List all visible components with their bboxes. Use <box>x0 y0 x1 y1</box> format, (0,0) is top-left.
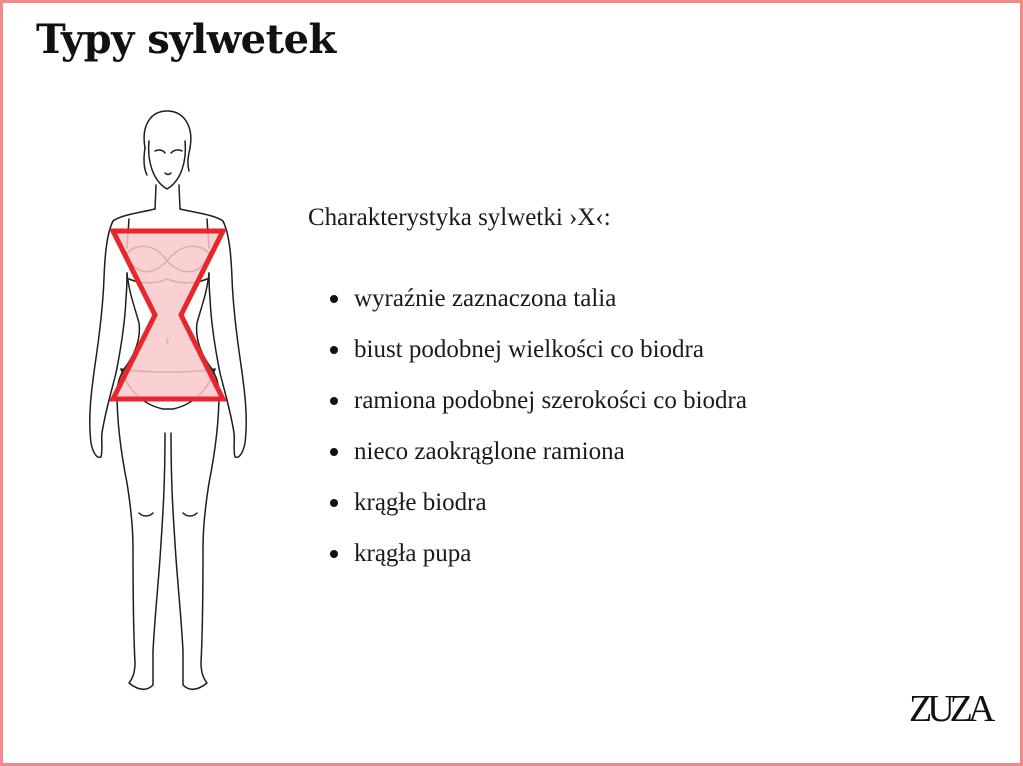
list-item <box>329 434 747 485</box>
left-leg-outline <box>117 393 165 689</box>
bullet-icon <box>330 295 338 303</box>
trait-text: wyraźnie zaznaczona talia <box>354 285 617 312</box>
face-outline <box>149 141 186 189</box>
trait-text: krągłe biodra <box>354 489 487 516</box>
bullet-icon <box>330 550 338 558</box>
trait-text: nieco zaokrąglone ramiona <box>354 438 625 465</box>
hourglass-shape <box>113 231 223 399</box>
list-item <box>329 383 747 434</box>
trait-text: biust podobnej wielkości co biodra <box>354 336 704 363</box>
list-item <box>329 536 747 587</box>
brand-logo <box>909 687 991 733</box>
trait-text: ramiona podobnej szerokości co biodra <box>354 387 747 414</box>
characteristics-heading: Charakterystyka sylwetki ›X‹: <box>308 204 611 231</box>
logo-text: ZUZA <box>909 688 991 730</box>
trait-text: krągła pupa <box>354 540 472 567</box>
bullet-icon <box>330 346 338 354</box>
right-leg-outline <box>171 393 219 689</box>
bullet-icon <box>330 397 338 405</box>
list-item <box>329 332 747 383</box>
page-title: Typy sylwetek <box>36 16 336 63</box>
list-item <box>329 485 747 536</box>
female-silhouette-illustration <box>83 103 253 698</box>
trait-list <box>329 281 747 587</box>
list-item <box>329 281 747 332</box>
bullet-icon <box>330 448 338 456</box>
bullet-icon <box>330 499 338 507</box>
